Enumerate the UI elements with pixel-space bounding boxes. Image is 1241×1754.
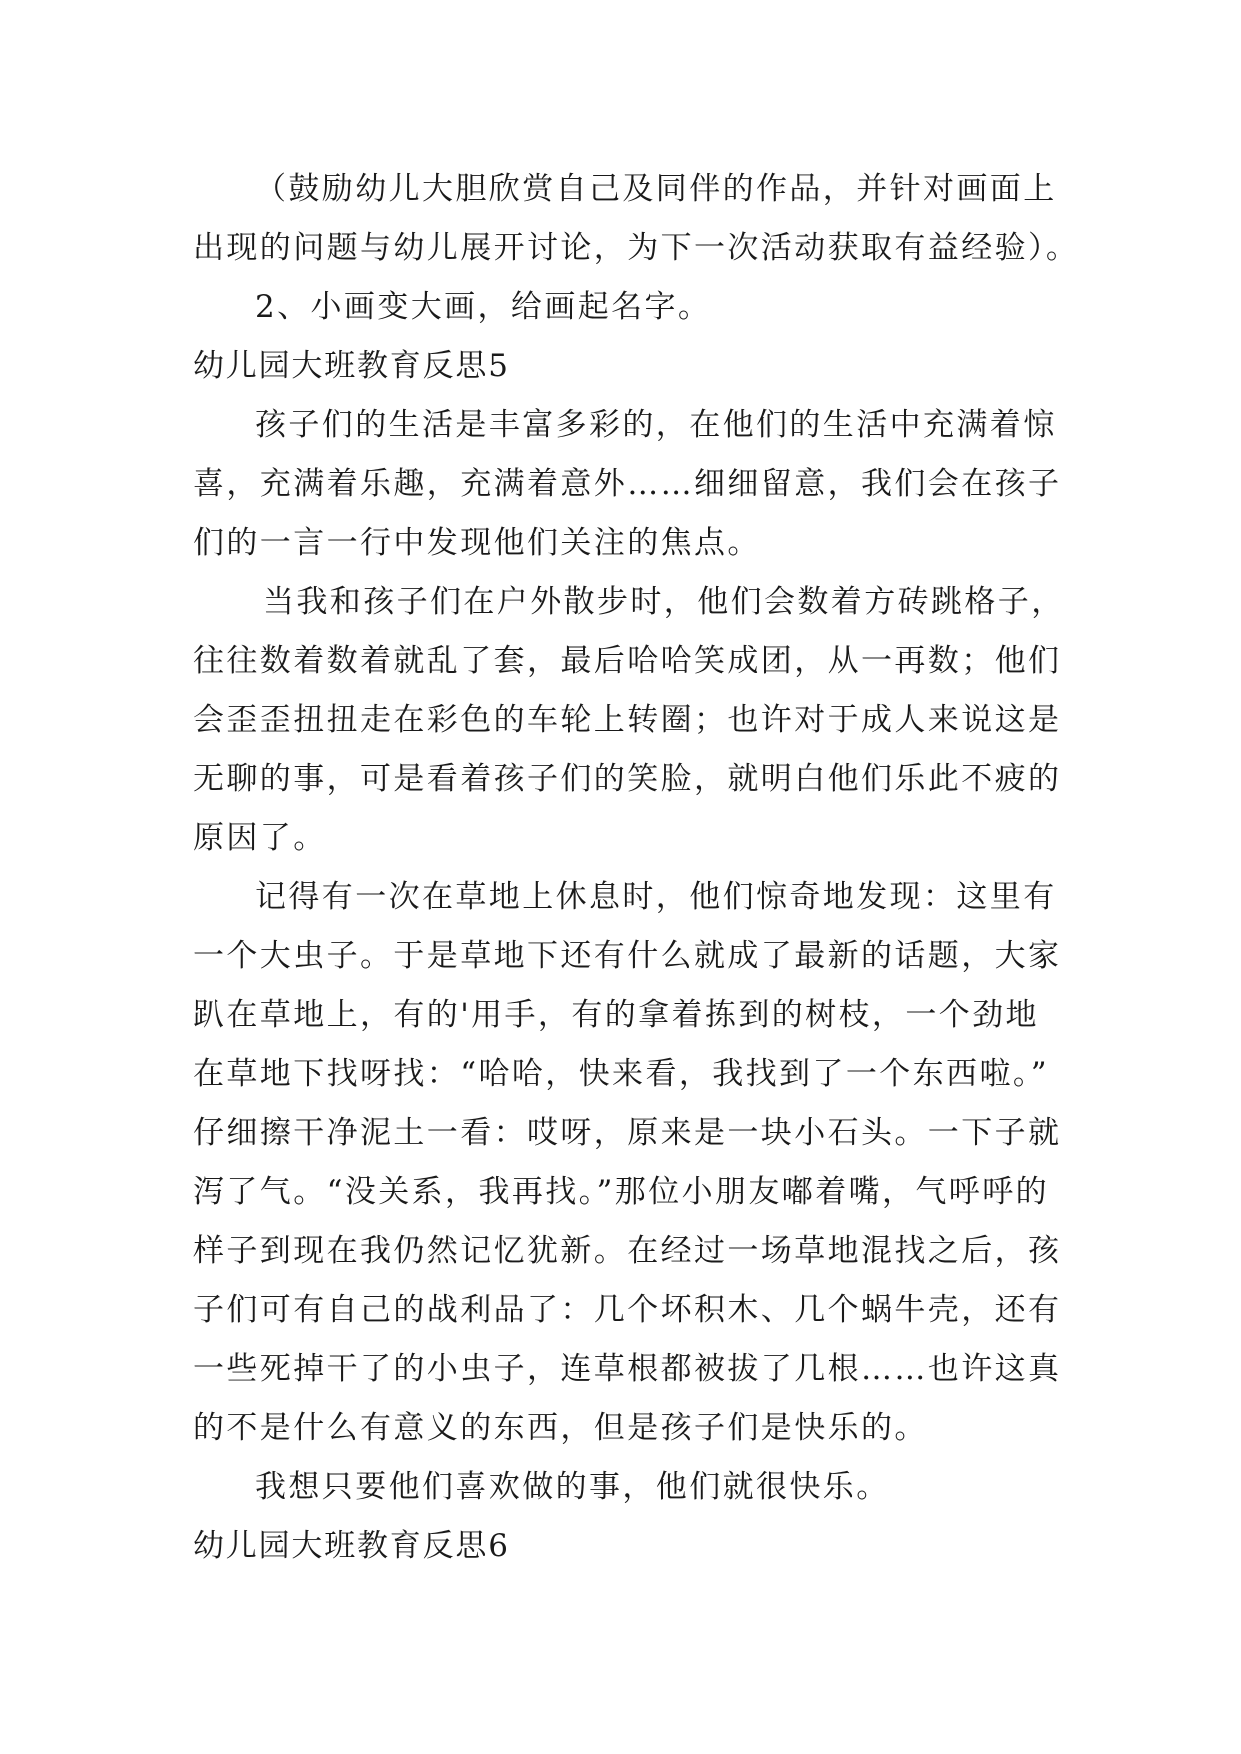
paragraph-line: 无聊的事，可是看着孩子们的笑脸，就明白他们乐此不疲的 xyxy=(193,761,1062,797)
paragraph-line: （鼓励幼儿大胆欣赏自己及同伴的作品，并针对画面上 xyxy=(255,171,1057,207)
paragraph-line: 喜，充满着乐趣，充满着意外……细细留意，我们会在孩子 xyxy=(193,466,1062,502)
paragraph-line: 我想只要他们喜欢做的事，他们就很快乐。 xyxy=(255,1469,890,1505)
paragraph-line: 泻了气。“没关系，我再找。”那位小朋友嘟着嘴，气呼呼的 xyxy=(193,1174,1049,1210)
paragraph-line: 在草地下找呀找：“哈哈，快来看，我找到了一个东西啦。” xyxy=(193,1056,1049,1092)
paragraph-line: 当我和孩子们在户外散步时，他们会数着方砖跳格子， xyxy=(263,584,1065,620)
paragraph-line: 一个大虫子。于是草地下还有什么就成了最新的话题，大家 xyxy=(193,938,1062,974)
paragraph-line: 仔细擦干净泥土一看：哎呀，原来是一块小石头。一下子就 xyxy=(193,1115,1062,1151)
paragraph-line: 的不是什么有意义的东西，但是孩子们是快乐的。 xyxy=(193,1410,928,1446)
paragraph-line: 趴在草地上，有的'用手，有的拿着拣到的树枝，一个劲地 xyxy=(193,997,1039,1033)
section-heading: 幼儿园大班教育反思5 xyxy=(193,348,510,384)
paragraph-line: 一些死掉干了的小虫子，连草根都被拔了几根……也许这真 xyxy=(193,1351,1062,1387)
paragraph-line: 样子到现在我仍然记忆犹新。在经过一场草地混找之后，孩 xyxy=(193,1233,1062,1269)
document-body xyxy=(193,160,1080,1576)
paragraph-line: 们的一言一行中发现他们关注的焦点。 xyxy=(193,525,761,561)
section-heading: 幼儿园大班教育反思6 xyxy=(193,1528,510,1564)
paragraph-line: 记得有一次在草地上休息时，他们惊奇地发现：这里有 xyxy=(255,879,1057,915)
paragraph-line: 子们可有自己的战利品了：几个坏积木、几个蜗牛壳，还有 xyxy=(193,1292,1062,1328)
paragraph-line: 原因了。 xyxy=(193,820,327,856)
paragraph-line: 孩子们的生活是丰富多彩的，在他们的生活中充满着惊 xyxy=(255,407,1057,443)
paragraph-line: 出现的问题与幼儿展开讨论，为下一次活动获取有益经验）。 xyxy=(193,230,1080,266)
paragraph-line: 会歪歪扭扭走在彩色的车轮上转圈；也许对于成人来说这是 xyxy=(193,702,1062,738)
paragraph-line: 往往数着数着就乱了套，最后哈哈笑成团，从一再数；他们 xyxy=(193,643,1062,679)
paragraph-line: 2、小画变大画，给画起名字。 xyxy=(255,289,712,325)
